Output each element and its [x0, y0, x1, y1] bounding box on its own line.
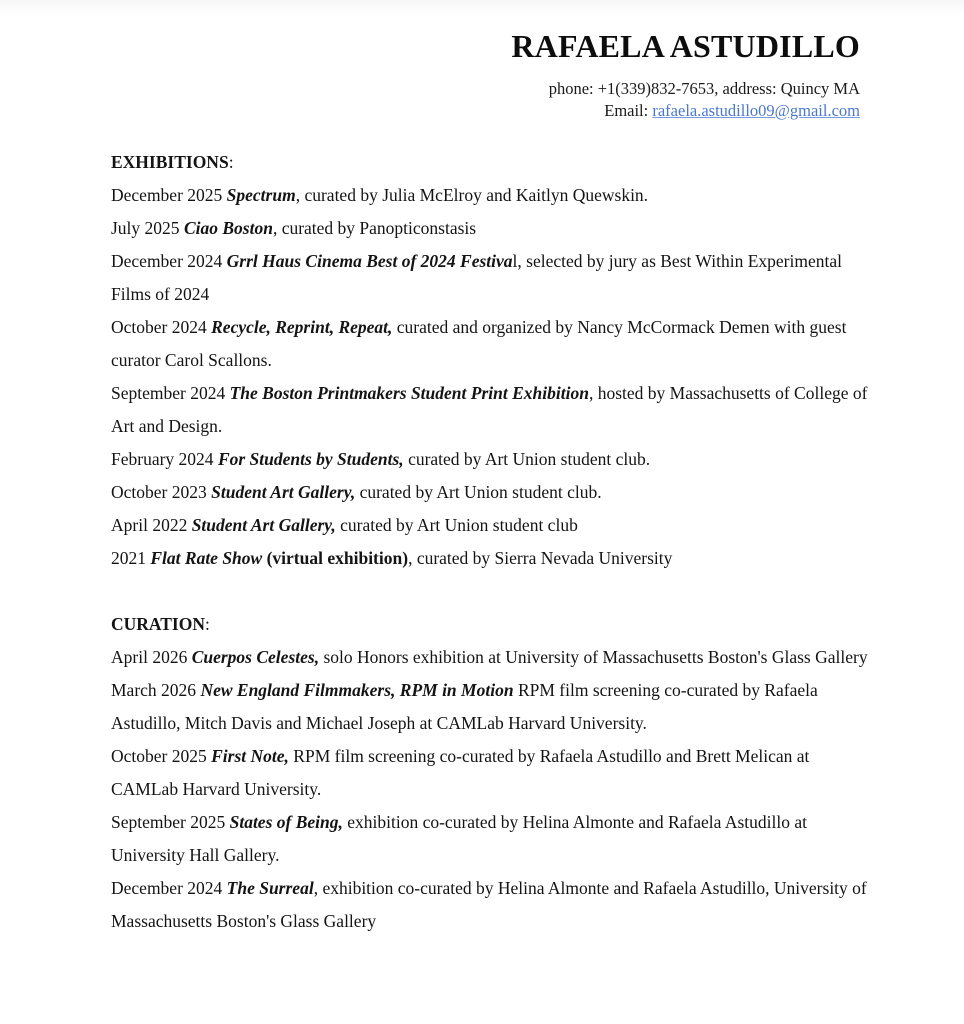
- entry-title: Ciao Boston: [183, 218, 273, 238]
- entry-title: New England Filmmakers, RPM in Motion: [200, 680, 514, 700]
- exhibitions-heading: EXHIBITIONS:: [111, 152, 234, 172]
- curation-entry: [111, 641, 871, 674]
- entry-date: December 2025: [111, 185, 227, 205]
- entry-date: September 2025: [111, 812, 230, 832]
- entry-title: Grrl Haus Cinema Best of 2024 Festiva: [226, 251, 513, 271]
- curation-heading: CURATION:: [111, 614, 210, 634]
- entry-date: 2021: [111, 548, 151, 568]
- entry-date: July 2025: [111, 218, 184, 238]
- exhibition-entry: [111, 179, 871, 212]
- email-line: [511, 100, 860, 122]
- entry-description: l, selected by jury as Best Within Experimental Films of 2024: [111, 251, 842, 304]
- exhibition-entry: [111, 311, 871, 377]
- entry-title: Student Art Gallery,: [191, 515, 336, 535]
- entry-title: First Note,: [211, 746, 289, 766]
- exhibition-entry: [111, 377, 871, 443]
- section-spacer: [111, 575, 871, 608]
- entry-description: , curated by Sierra Nevada University: [408, 548, 673, 568]
- curation-section: [111, 608, 871, 938]
- email-link[interactable]: rafaela.astudillo09@gmail.com: [652, 101, 860, 120]
- entry-title: Spectrum: [226, 185, 296, 205]
- entry-date: October 2024: [111, 317, 212, 337]
- entry-title: Recycle, Reprint, Repeat,: [211, 317, 393, 337]
- entry-format-note: (virtual exhibition): [262, 548, 409, 568]
- entry-description: solo Honors exhibition at University of Massachusetts Boston's Glass Gallery: [319, 647, 868, 667]
- entry-date: April 2026: [111, 647, 192, 667]
- entry-title: Cuerpos Celestes,: [191, 647, 320, 667]
- exhibition-entry: [111, 509, 871, 542]
- resume-body: [111, 146, 871, 938]
- entry-date: October 2025: [111, 746, 212, 766]
- curation-entry: [111, 806, 871, 872]
- entry-title: Flat Rate Show: [150, 548, 263, 568]
- entry-description: , curated by Julia McElroy and Kaitlyn Quewskin.: [295, 185, 649, 205]
- entry-description: , exhibition co-curated by Helina Almonte and Rafaela Astudillo, University of Massachusetts Boston's Glass Gallery: [111, 878, 867, 931]
- entry-title: The Boston Printmakers Student Print Exhibition: [229, 383, 589, 403]
- entry-title: States of Being,: [229, 812, 343, 832]
- entry-description: curated by Art Union student club.: [403, 449, 651, 469]
- entry-description: curated by Art Union student club.: [355, 482, 602, 502]
- exhibition-entry: [111, 212, 871, 245]
- resume-header: [511, 28, 860, 122]
- entry-date: October 2023: [111, 482, 212, 502]
- exhibition-entry: [111, 542, 871, 575]
- entry-description: curated by Art Union student club: [335, 515, 578, 535]
- curation-entry: [111, 674, 871, 740]
- exhibition-entry: [111, 245, 871, 311]
- entry-date: February 2024: [111, 449, 218, 469]
- entry-date: March 2026: [111, 680, 201, 700]
- entry-description: RPM film screening co-curated by Rafaela Astudillo and Brett Melican at CAMLab Harvard University.: [111, 746, 810, 799]
- curation-entry: [111, 872, 871, 938]
- entry-title: For Students by Students,: [217, 449, 404, 469]
- entry-description: curated and organized by Nancy McCormack Demen with guest curator Carol Scallons.: [111, 317, 847, 370]
- entry-title: Student Art Gallery,: [211, 482, 356, 502]
- curation-entry: [111, 740, 871, 806]
- entry-date: December 2024: [111, 251, 227, 271]
- applicant-name: RAFAELA ASTUDILLO: [511, 28, 860, 64]
- entry-date: April 2022: [111, 515, 192, 535]
- entry-description: , curated by Panopticonstasis: [272, 218, 477, 238]
- entry-description: exhibition co-curated by Helina Almonte and Rafaela Astudillo at University Hall Gallery.: [111, 812, 807, 865]
- entry-description: RPM film screening co-curated by Rafaela Astudillo, Mitch Davis and Michael Joseph at CAMLab Harvard University.: [111, 680, 818, 733]
- entry-date: September 2024: [111, 383, 230, 403]
- exhibitions-section: [111, 146, 871, 575]
- exhibition-entry: [111, 443, 871, 476]
- entry-description: , hosted by Massachusetts of College of Art and Design.: [111, 383, 868, 436]
- entry-date: December 2024: [111, 878, 227, 898]
- entry-title: The Surreal: [226, 878, 314, 898]
- contact-line: phone: +1(339)832-7653, address: Quincy MA: [548, 79, 860, 98]
- exhibition-entry: [111, 476, 871, 509]
- email-label: Email:: [604, 101, 653, 120]
